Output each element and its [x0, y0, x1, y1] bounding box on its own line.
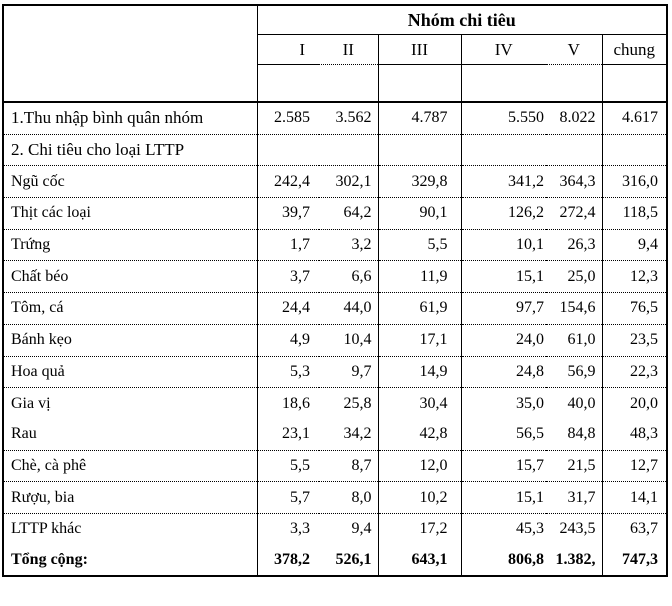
- value-cell-chung: 23,5: [602, 324, 667, 356]
- value-cell-V: 31,7: [546, 482, 602, 514]
- row-label: Rượu, bia: [3, 482, 257, 514]
- value-cell-II: 6,6: [319, 261, 378, 293]
- empty-cell: [461, 65, 546, 103]
- value-cell-V: 8.022: [546, 102, 602, 134]
- value-cell-IV: [461, 134, 546, 166]
- column-header-V: V: [546, 35, 602, 65]
- table-row: [3, 419, 667, 450]
- value-cell-V: 40,0: [546, 388, 602, 419]
- value-cell-IV: 10,1: [461, 229, 546, 261]
- value-cell-IV: 35,0: [516, 394, 544, 412]
- value-cell-IV: 806,8: [508, 550, 544, 568]
- value-cell-chung: 76,5: [602, 293, 667, 325]
- row-label: Chất béo: [3, 261, 257, 293]
- empty-cell: [546, 65, 602, 103]
- column-header-IV: IV: [461, 35, 546, 65]
- row-label: 1.Thu nhập bình quân nhóm: [3, 102, 257, 134]
- empty-cell: [257, 65, 319, 103]
- value-cell-III: 61,9: [378, 293, 461, 325]
- row-label: Bánh kẹo: [3, 324, 257, 356]
- value-cell-III: 12,0: [378, 450, 461, 482]
- value-cell-chung: 63,7: [630, 520, 658, 538]
- value-cell-IV: 15,7: [461, 450, 546, 482]
- value-cell-chung: [602, 134, 667, 166]
- table-header: [3, 5, 667, 102]
- row-label: 2. Chi tiêu cho loại LTTP: [3, 134, 257, 166]
- column-header-II: II: [319, 35, 378, 65]
- table-row: [3, 450, 667, 482]
- expenditure-table: [2, 4, 668, 577]
- table-row: [3, 198, 667, 230]
- header-row-title: [3, 5, 667, 35]
- table-row: [3, 324, 667, 356]
- row-label: Chè, cà phê: [3, 450, 257, 482]
- column-header-I: I: [257, 35, 319, 65]
- value-cell-IV: 24,8: [461, 356, 546, 388]
- value-cell-II: 25,8: [319, 388, 378, 419]
- value-cell-chung: 747,3: [622, 550, 658, 568]
- value-cell-I: 23,1: [257, 419, 319, 450]
- value-cell-I: [257, 134, 319, 166]
- value-cell-III: 643,1: [378, 545, 461, 577]
- value-cell-IV: 341,2: [461, 166, 546, 198]
- row-label: Tổng cộng:: [3, 545, 257, 577]
- value-cell-I: 1,7: [257, 229, 319, 261]
- value-cell-II: 10,4: [319, 324, 378, 356]
- value-cell-I: 5,7: [257, 482, 319, 514]
- row-label: Thịt các loại: [3, 198, 257, 230]
- value-cell-V: 25,0: [546, 261, 602, 293]
- value-cell-chung: 22,3: [602, 356, 667, 388]
- value-cell-III: [378, 134, 461, 166]
- table-row: [3, 134, 667, 166]
- table-row: [3, 166, 667, 198]
- value-cell-chung: 316,0: [602, 166, 667, 198]
- value-cell-IV: 5.550: [461, 102, 546, 134]
- table-title: Nhóm chi tiêu: [257, 5, 667, 35]
- value-cell-II: 44,0: [319, 293, 378, 325]
- value-cell-IV: 97,7: [461, 293, 546, 325]
- value-cell-I: 242,4: [257, 166, 319, 198]
- row-label: Trứng: [3, 229, 257, 261]
- value-cell-V: 26,3: [546, 229, 602, 261]
- value-cell-III: 30,4: [378, 388, 461, 419]
- empty-cell: [319, 65, 378, 103]
- empty-cell: [378, 65, 461, 103]
- value-cell-V: [546, 134, 602, 166]
- value-cell-III: 10,2: [378, 482, 461, 514]
- value-cell-II: 8,7: [319, 450, 378, 482]
- value-cell-V: 56,9: [546, 356, 602, 388]
- value-cell-III: 90,1: [378, 198, 461, 230]
- value-cell-II: 9,4: [319, 513, 378, 544]
- value-cell-IV: 24,0: [461, 324, 546, 356]
- table-row: [3, 293, 667, 325]
- value-cell-V: 364,3: [546, 166, 602, 198]
- row-label: Hoa quả: [3, 356, 257, 388]
- row-label: Gia vị: [3, 388, 257, 419]
- value-cell-II: 3.562: [319, 102, 378, 134]
- value-cell-IV: 45,3: [516, 520, 544, 538]
- value-cell-chung: 48,3: [602, 419, 667, 450]
- column-header-III: III: [378, 35, 461, 65]
- value-cell-V: 21,5: [546, 450, 602, 482]
- value-cell-II: 9,7: [319, 356, 378, 388]
- table-row: [3, 102, 667, 134]
- table-row: [3, 356, 667, 388]
- row-label: Ngũ cốc: [3, 166, 257, 198]
- value-cell-I: 378,2: [274, 550, 310, 568]
- value-cell-III: 4.787: [378, 102, 461, 134]
- value-cell-chung: 4.617: [602, 102, 667, 134]
- value-cell-II: 8,0: [319, 482, 378, 514]
- value-cell-III: 17,1: [378, 324, 461, 356]
- value-cell-V: 243,5: [546, 513, 602, 544]
- value-cell-III: 14,9: [378, 356, 461, 388]
- value-cell-I: 18,6: [282, 394, 310, 412]
- value-cell-chung: 9,4: [602, 229, 667, 261]
- row-label: Tôm, cá: [3, 293, 257, 325]
- value-cell-V: 272,4: [546, 198, 602, 230]
- value-cell-I: 2.585: [257, 102, 319, 134]
- column-header-chung: chung: [602, 35, 667, 65]
- table-row: [3, 545, 667, 577]
- value-cell-IV: 15,1: [461, 261, 546, 293]
- value-cell-V: 1.382,: [546, 545, 602, 577]
- value-cell-II: [319, 134, 378, 166]
- value-cell-III: 11,9: [378, 261, 461, 293]
- value-cell-IV: 56,5: [461, 419, 546, 450]
- value-cell-V: 61,0: [546, 324, 602, 356]
- value-cell-I: 24,4: [257, 293, 319, 325]
- value-cell-III: 17,2: [378, 513, 461, 544]
- table-body: [3, 102, 667, 576]
- table-row: [3, 261, 667, 293]
- value-cell-V: 154,6: [546, 293, 602, 325]
- value-cell-I: 3,3: [290, 520, 310, 538]
- value-cell-I: 39,7: [257, 198, 319, 230]
- table-row: [3, 482, 667, 514]
- value-cell-III: 329,8: [378, 166, 461, 198]
- value-cell-V: 84,8: [546, 419, 602, 450]
- table-row: [3, 388, 667, 419]
- value-cell-II: 3,2: [319, 229, 378, 261]
- value-cell-IV: 126,2: [461, 198, 546, 230]
- row-label: LTTP khác: [3, 513, 257, 544]
- value-cell-chung: 12,3: [602, 261, 667, 293]
- value-cell-III: 42,8: [378, 419, 461, 450]
- empty-cell: [602, 65, 667, 103]
- value-cell-I: 5,3: [257, 356, 319, 388]
- value-cell-chung: 14,1: [602, 482, 667, 514]
- value-cell-chung: 12,7: [602, 450, 667, 482]
- value-cell-III: 5,5: [378, 229, 461, 261]
- value-cell-chung: 20,0: [630, 394, 658, 412]
- value-cell-II: 64,2: [319, 198, 378, 230]
- value-cell-I: 5,5: [257, 450, 319, 482]
- table-row: [3, 229, 667, 261]
- value-cell-chung: 118,5: [602, 198, 667, 230]
- value-cell-II: 34,2: [319, 419, 378, 450]
- value-cell-II: 526,1: [319, 545, 378, 577]
- table-row: [3, 513, 667, 544]
- value-cell-IV: 15,1: [461, 482, 546, 514]
- value-cell-I: 4,9: [257, 324, 319, 356]
- value-cell-I: 3,7: [257, 261, 319, 293]
- row-label: Rau: [3, 419, 257, 450]
- value-cell-II: 302,1: [319, 166, 378, 198]
- header-stub-cell: [3, 5, 257, 102]
